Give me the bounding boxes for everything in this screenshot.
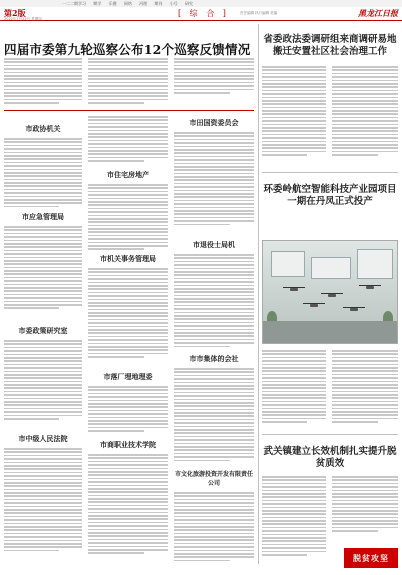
subhead-affairs: 市机关事务管理局	[100, 254, 156, 263]
body-text	[174, 492, 254, 563]
top-nav-item[interactable]: 一二二期学习	[62, 1, 86, 6]
article-lede-col3	[174, 58, 254, 95]
body-text	[174, 254, 254, 349]
drone-icon	[321, 293, 343, 298]
right-headline-2: 环委岭航空智能科技产业园项目一期在丹凤正式投产	[263, 184, 397, 207]
body-text	[88, 268, 168, 360]
body-text	[262, 350, 326, 425]
drone-icon	[343, 307, 365, 312]
right-headline-3: 武关镇建立长效机制扎实提升脱贫质效	[263, 446, 397, 469]
top-nav-item[interactable]: 河理	[139, 1, 148, 6]
page-date: 2022年7月21日 星期四	[4, 17, 42, 21]
top-nav-item[interactable]: 小号	[169, 1, 178, 6]
drone-icon	[359, 285, 381, 290]
drone-icon	[303, 303, 325, 308]
column-divider	[258, 24, 259, 564]
body-text	[88, 116, 168, 163]
top-nav-bar	[0, 0, 402, 7]
subhead-land: 市落厂埋地理委	[103, 372, 153, 381]
photo-ground	[263, 321, 398, 343]
subhead-housing: 市住宅房地产	[107, 170, 149, 179]
drone-icon	[283, 287, 305, 292]
body-text	[4, 448, 82, 553]
body-text	[262, 66, 326, 158]
subhead-sasac: 市田国资委员会	[189, 118, 239, 127]
body-text	[4, 138, 82, 209]
body-text	[332, 66, 398, 158]
top-nav-item[interactable]: 期学	[93, 1, 102, 6]
editor-line: 责任编辑 执行编辑 美编	[240, 11, 278, 15]
page-header	[0, 7, 402, 21]
subhead-emergency: 市应急管理局	[22, 212, 64, 221]
top-nav-item[interactable]: 网络	[123, 1, 132, 6]
body-text	[262, 476, 326, 557]
body-text	[332, 476, 398, 534]
photo-building	[357, 249, 393, 279]
top-nav-item[interactable]: 期刊	[154, 1, 163, 6]
top-nav-item[interactable]: 研究	[184, 1, 193, 6]
body-text	[332, 350, 398, 425]
main-headline: 四届市委第九轮巡察公布12个巡察反馈情况	[4, 42, 251, 57]
subhead-college: 市商职业技术学院	[100, 440, 156, 449]
body-text	[174, 368, 254, 463]
subhead-policy-research: 市委政策研究室	[18, 326, 68, 335]
subhead-court: 市中级人民法院	[18, 434, 68, 443]
body-text	[88, 454, 168, 556]
top-nav-item[interactable]: 乐搜	[108, 1, 117, 6]
subhead-culture-tourism: 市文化旅游投资开发有限责任公司	[174, 471, 253, 487]
photo-building	[311, 257, 351, 279]
body-text	[4, 226, 82, 311]
body-text	[88, 184, 168, 252]
section-name: [ 综 合 ]	[178, 9, 229, 18]
drone-photo	[262, 240, 398, 344]
right-headline-1: 省委政法委调研组来商调研易地搬迁安置社区社会治理工作	[263, 34, 397, 57]
lede-divider	[4, 110, 254, 111]
masthead-logo: 黑龙江日报	[358, 8, 398, 18]
right-divider-1	[262, 172, 398, 173]
right-divider-2	[262, 434, 398, 435]
body-text	[174, 132, 254, 227]
article-lede-col2	[88, 58, 168, 105]
subhead-veterans: 市退役士局机	[193, 240, 235, 249]
subhead-cppcc: 市政协机关	[25, 124, 61, 133]
page-number: 第2版	[4, 8, 26, 18]
photo-building	[271, 251, 305, 277]
article-lede-col1	[4, 58, 82, 105]
poverty-alleviation-badge: 脱贫攻坚	[344, 548, 398, 568]
subhead-collective: 市市集体的会社	[189, 354, 239, 363]
body-text	[88, 386, 168, 433]
body-text	[4, 340, 82, 421]
